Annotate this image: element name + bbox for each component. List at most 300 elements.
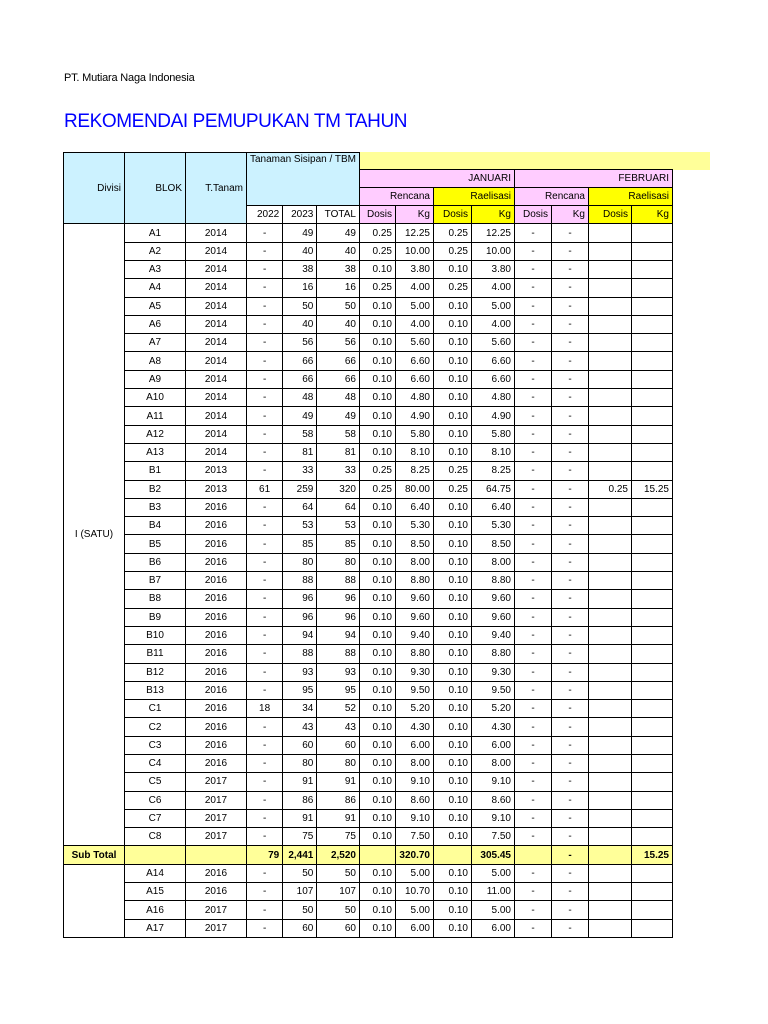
table-cell: 33 (317, 462, 360, 480)
table-cell: A12 (125, 425, 186, 443)
table-cell: 0.10 (359, 718, 395, 736)
table-cell: 0.10 (359, 791, 395, 809)
table-cell: 33 (283, 462, 317, 480)
table-cell: 4.00 (395, 315, 433, 333)
table-cell: 0.10 (433, 553, 471, 571)
table-cell: 96 (283, 608, 317, 626)
table-cell: 0.25 (433, 480, 471, 498)
subtotal-cell (186, 846, 247, 864)
table-cell: 91 (283, 773, 317, 791)
table-cell: 86 (283, 791, 317, 809)
table-cell: 0.10 (433, 535, 471, 553)
table-cell: 5.80 (395, 425, 433, 443)
table-cell: B8 (125, 590, 186, 608)
table-cell: - (551, 334, 588, 352)
table-cell: 0.10 (433, 590, 471, 608)
table-cell: - (247, 224, 283, 242)
col-kg: Kg (395, 206, 433, 224)
table-cell (588, 883, 631, 901)
table-cell: 0.10 (359, 260, 395, 278)
table-row (64, 389, 673, 407)
table-cell: 4.90 (471, 407, 514, 425)
table-cell (588, 864, 631, 882)
table-cell (588, 700, 631, 718)
table-cell: A7 (125, 334, 186, 352)
table-cell: - (514, 334, 551, 352)
table-cell: 2016 (186, 718, 247, 736)
table-cell: 6.00 (471, 736, 514, 754)
table-cell: B9 (125, 608, 186, 626)
table-cell (588, 462, 631, 480)
table-cell: 0.10 (359, 315, 395, 333)
table-cell: - (514, 809, 551, 827)
table-cell: - (247, 425, 283, 443)
table-cell: 2013 (186, 462, 247, 480)
table-cell: 0.10 (433, 700, 471, 718)
table-cell: - (514, 773, 551, 791)
table-cell (631, 608, 672, 626)
table-cell (631, 736, 672, 754)
table-cell: 0.10 (433, 681, 471, 699)
table-cell: 3.80 (471, 260, 514, 278)
table-cell: 2016 (186, 553, 247, 571)
table-cell: 8.80 (395, 572, 433, 590)
table-cell: 58 (317, 425, 360, 443)
table-row (64, 425, 673, 443)
table-cell: - (514, 626, 551, 644)
table-cell: 3.80 (395, 260, 433, 278)
table-cell: 40 (317, 242, 360, 260)
table-cell: - (247, 315, 283, 333)
table-cell: 50 (317, 864, 360, 882)
table-cell: 2016 (186, 883, 247, 901)
table-cell: 0.10 (359, 755, 395, 773)
table-row (64, 315, 673, 333)
table-cell: - (551, 755, 588, 773)
table-row (64, 242, 673, 260)
table-cell: 80 (317, 553, 360, 571)
table-cell: 9.60 (471, 590, 514, 608)
table-cell: - (551, 553, 588, 571)
table-cell: - (551, 443, 588, 461)
table-cell (631, 498, 672, 516)
table-row (64, 535, 673, 553)
col-2023: 2023 (283, 206, 317, 224)
table-cell: 50 (283, 864, 317, 882)
table-cell: - (514, 224, 551, 242)
table-cell: 8.00 (471, 553, 514, 571)
table-cell: 0.10 (433, 498, 471, 516)
table-cell: A13 (125, 443, 186, 461)
table-cell: 48 (283, 389, 317, 407)
table-cell: - (247, 773, 283, 791)
table-cell: A15 (125, 883, 186, 901)
table-cell: 0.10 (433, 645, 471, 663)
report-title: REKOMENDAI PEMUPUKAN TM TAHUN (64, 111, 408, 132)
table-row (64, 883, 673, 901)
table-cell: B13 (125, 681, 186, 699)
table-cell: - (551, 590, 588, 608)
table-cell (631, 352, 672, 370)
table-cell: 2014 (186, 425, 247, 443)
table-row (64, 809, 673, 827)
table-cell: 0.25 (359, 224, 395, 242)
subtotal-cell: 320.70 (395, 846, 433, 864)
table-cell: 0.10 (359, 736, 395, 754)
table-cell: - (514, 572, 551, 590)
table-cell: - (514, 700, 551, 718)
table-cell (588, 553, 631, 571)
table-cell: 9.30 (395, 663, 433, 681)
col-blok: BLOK (125, 153, 186, 224)
table-row (64, 352, 673, 370)
table-cell: 81 (283, 443, 317, 461)
table-cell: 259 (283, 480, 317, 498)
table-cell: 18 (247, 700, 283, 718)
table-cell: 88 (283, 645, 317, 663)
table-cell: 91 (317, 773, 360, 791)
table-cell (588, 370, 631, 388)
table-cell (631, 370, 672, 388)
table-cell: 0.10 (433, 352, 471, 370)
table-cell: 56 (283, 334, 317, 352)
table-cell: 49 (317, 407, 360, 425)
col-kg: Kg (631, 206, 672, 224)
table-cell: - (551, 407, 588, 425)
col-kg: Kg (471, 206, 514, 224)
table-cell (588, 279, 631, 297)
table-cell: - (514, 315, 551, 333)
table-cell: 0.10 (433, 572, 471, 590)
table-cell: 66 (283, 370, 317, 388)
table-cell: 0.10 (359, 626, 395, 644)
table-row (64, 901, 673, 919)
fertilizer-table (63, 152, 673, 938)
table-row (64, 718, 673, 736)
table-cell: - (514, 260, 551, 278)
table-cell: - (551, 352, 588, 370)
table-cell: 8.60 (395, 791, 433, 809)
table-cell: 0.10 (433, 791, 471, 809)
col-dosis: Dosis (433, 206, 471, 224)
table-cell: 2016 (186, 608, 247, 626)
subtotal-cell: 79 (247, 846, 283, 864)
table-cell: 0.10 (359, 443, 395, 461)
table-cell: C7 (125, 809, 186, 827)
table-cell: B3 (125, 498, 186, 516)
table-cell: 40 (317, 315, 360, 333)
table-cell: 0.10 (433, 663, 471, 681)
table-cell (631, 242, 672, 260)
table-cell: 0.25 (588, 480, 631, 498)
table-cell: 93 (283, 663, 317, 681)
table-cell (588, 755, 631, 773)
table-cell (588, 572, 631, 590)
table-cell: 0.10 (359, 773, 395, 791)
table-cell: - (551, 645, 588, 663)
table-cell (588, 407, 631, 425)
table-cell: 5.20 (471, 700, 514, 718)
table-cell (631, 407, 672, 425)
table-cell (631, 901, 672, 919)
table-cell: 2014 (186, 260, 247, 278)
table-cell: - (247, 260, 283, 278)
table-row (64, 297, 673, 315)
table-cell: 0.10 (359, 535, 395, 553)
table-cell: A1 (125, 224, 186, 242)
table-cell: 2016 (186, 590, 247, 608)
table-cell: 5.80 (471, 425, 514, 443)
table-cell (588, 919, 631, 937)
table-cell: 0.10 (359, 645, 395, 663)
table-cell (588, 626, 631, 644)
table-cell: 6.00 (395, 919, 433, 937)
table-cell: - (247, 828, 283, 846)
table-cell: C8 (125, 828, 186, 846)
table-cell: 5.20 (395, 700, 433, 718)
table-cell: 2017 (186, 809, 247, 827)
table-cell (631, 773, 672, 791)
table-cell: - (551, 572, 588, 590)
table-cell (631, 864, 672, 882)
col-divisi: Divisi (64, 153, 125, 224)
table-cell: 0.10 (433, 443, 471, 461)
table-cell: - (247, 242, 283, 260)
table-cell: 5.00 (395, 901, 433, 919)
table-cell: - (514, 242, 551, 260)
table-cell: B7 (125, 572, 186, 590)
subtotal-cell: - (551, 846, 588, 864)
table-cell: 0.10 (359, 498, 395, 516)
table-cell: - (551, 773, 588, 791)
table-row (64, 498, 673, 516)
table-cell: 0.10 (359, 681, 395, 699)
table-cell: 96 (317, 590, 360, 608)
table-cell: A6 (125, 315, 186, 333)
table-cell (588, 352, 631, 370)
table-cell: - (514, 370, 551, 388)
table-cell: 75 (283, 828, 317, 846)
table-cell: 8.60 (471, 791, 514, 809)
table-cell: A11 (125, 407, 186, 425)
table-cell: 0.10 (359, 828, 395, 846)
table-cell: 0.10 (359, 663, 395, 681)
table-cell (631, 224, 672, 242)
table-cell: 9.10 (395, 809, 433, 827)
table-cell (588, 517, 631, 535)
table-cell: 12.25 (471, 224, 514, 242)
table-cell: 15.25 (631, 480, 672, 498)
table-cell: - (514, 517, 551, 535)
table-cell: 0.10 (359, 425, 395, 443)
table-cell: A4 (125, 279, 186, 297)
table-cell: A9 (125, 370, 186, 388)
table-row (64, 626, 673, 644)
table-cell: 0.10 (359, 919, 395, 937)
table-cell: 10.00 (471, 242, 514, 260)
table-cell: 8.80 (395, 645, 433, 663)
table-cell: 0.10 (359, 809, 395, 827)
subtotal-label: Sub Total (64, 846, 125, 864)
table-cell: 2017 (186, 919, 247, 937)
table-cell: 0.25 (359, 462, 395, 480)
table-cell: 0.25 (433, 224, 471, 242)
table-cell: 8.10 (471, 443, 514, 461)
table-cell (631, 718, 672, 736)
table-cell: - (247, 572, 283, 590)
table-cell: 0.10 (433, 828, 471, 846)
table-cell: 5.00 (471, 901, 514, 919)
table-cell: - (247, 718, 283, 736)
table-cell: 4.80 (395, 389, 433, 407)
table-cell: - (551, 260, 588, 278)
table-cell: 85 (283, 535, 317, 553)
table-cell: - (551, 517, 588, 535)
table-cell: 50 (283, 297, 317, 315)
feb-rencana: Rencana (514, 187, 588, 205)
table-cell: - (247, 498, 283, 516)
table-cell: - (247, 883, 283, 901)
col-ttanam: T.Tanam (186, 153, 247, 224)
table-cell: 0.10 (359, 553, 395, 571)
table-cell: 49 (283, 224, 317, 242)
table-cell (631, 828, 672, 846)
table-cell: - (247, 590, 283, 608)
table-cell: 9.10 (471, 809, 514, 827)
table-cell: 0.10 (433, 407, 471, 425)
table-cell: - (551, 480, 588, 498)
table-cell: 0.25 (359, 279, 395, 297)
table-cell (588, 663, 631, 681)
table-cell (631, 626, 672, 644)
subtotal-cell (433, 846, 471, 864)
table-cell: 0.10 (433, 718, 471, 736)
table-cell: A16 (125, 901, 186, 919)
table-cell: 5.30 (395, 517, 433, 535)
table-cell: 2014 (186, 242, 247, 260)
table-cell: 0.10 (433, 370, 471, 388)
table-cell: 9.40 (395, 626, 433, 644)
table-cell (631, 700, 672, 718)
table-cell: 0.25 (359, 480, 395, 498)
table-cell: 8.80 (471, 645, 514, 663)
table-cell: 4.00 (395, 279, 433, 297)
table-cell: 56 (317, 334, 360, 352)
table-cell: 91 (317, 809, 360, 827)
table-cell (588, 334, 631, 352)
table-row (64, 224, 673, 242)
table-cell: - (551, 681, 588, 699)
table-cell: 2017 (186, 828, 247, 846)
table-cell: 0.10 (359, 334, 395, 352)
month-februari: FEBRUARI (514, 169, 672, 187)
table-cell: C3 (125, 736, 186, 754)
table-cell: 88 (317, 572, 360, 590)
table-row (64, 645, 673, 663)
table-cell: 7.50 (471, 828, 514, 846)
table-cell (588, 224, 631, 242)
table-cell: - (514, 736, 551, 754)
table-cell (631, 919, 672, 937)
table-cell (631, 462, 672, 480)
table-row (64, 828, 673, 846)
table-cell: - (247, 645, 283, 663)
table-cell (631, 315, 672, 333)
table-cell: 60 (317, 919, 360, 937)
table-cell: 2016 (186, 517, 247, 535)
table-row (64, 773, 673, 791)
table-cell (631, 260, 672, 278)
table-cell (588, 809, 631, 827)
table-cell: 4.30 (395, 718, 433, 736)
table-cell: 66 (283, 352, 317, 370)
table-cell: 0.10 (433, 626, 471, 644)
table-cell: 6.00 (471, 919, 514, 937)
table-cell: 0.10 (433, 315, 471, 333)
table-cell: 93 (317, 663, 360, 681)
table-cell: 0.10 (359, 572, 395, 590)
table-cell: - (247, 535, 283, 553)
table-cell: - (247, 443, 283, 461)
table-cell: - (247, 608, 283, 626)
table-cell: 38 (317, 260, 360, 278)
table-cell: 2016 (186, 498, 247, 516)
table-row (64, 462, 673, 480)
table-cell: A5 (125, 297, 186, 315)
subtotal-cell (514, 846, 551, 864)
table-cell (588, 791, 631, 809)
table-cell (588, 718, 631, 736)
table-cell: 6.60 (395, 370, 433, 388)
subtotal-cell (588, 846, 631, 864)
table-cell (631, 645, 672, 663)
table-cell: - (514, 919, 551, 937)
table-cell: 43 (283, 718, 317, 736)
table-cell: 4.30 (471, 718, 514, 736)
table-cell: - (551, 279, 588, 297)
table-cell: - (551, 809, 588, 827)
table-cell (588, 608, 631, 626)
table-cell: - (551, 608, 588, 626)
table-cell: 0.10 (433, 919, 471, 937)
table-cell: 2017 (186, 791, 247, 809)
table-cell: - (514, 864, 551, 882)
table-cell (588, 590, 631, 608)
table-cell: 0.10 (359, 700, 395, 718)
subtotal-cell: 2,441 (283, 846, 317, 864)
table-cell: 5.60 (395, 334, 433, 352)
table-cell (588, 260, 631, 278)
table-row (64, 736, 673, 754)
division-cell: I (SATU) (64, 224, 125, 846)
table-cell: 0.10 (433, 883, 471, 901)
table-cell: 2016 (186, 736, 247, 754)
table-cell: - (551, 498, 588, 516)
table-cell: - (247, 352, 283, 370)
table-cell: 2016 (186, 535, 247, 553)
table-cell: 50 (317, 901, 360, 919)
table-cell: 0.10 (359, 864, 395, 882)
table-cell: B12 (125, 663, 186, 681)
table-cell (588, 425, 631, 443)
table-cell: 2016 (186, 755, 247, 773)
table-cell (588, 901, 631, 919)
table-cell: 66 (317, 370, 360, 388)
table-cell: - (551, 919, 588, 937)
subtotal-cell: 2,520 (317, 846, 360, 864)
table-cell: 2017 (186, 901, 247, 919)
table-cell: - (247, 626, 283, 644)
